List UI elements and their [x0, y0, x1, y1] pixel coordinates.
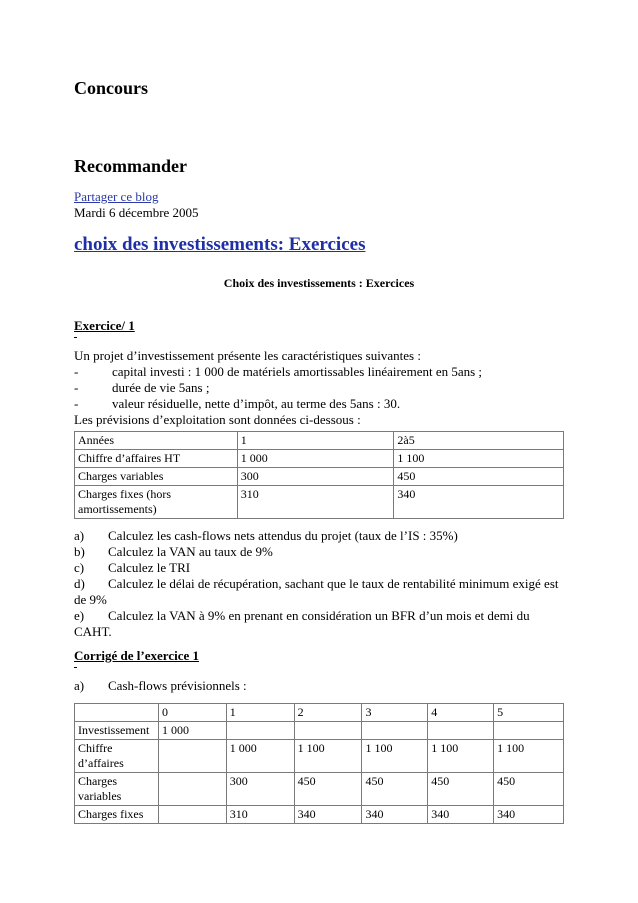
forecast-intro: Les prévisions d’exploitation sont données ci-dessous : — [74, 412, 361, 427]
bullet-item: - durée de vie 5ans ; — [74, 380, 210, 395]
question-item: a) Calculez les cash-flows nets attendus du projet (taux de l’IS : 35%) — [74, 528, 458, 543]
correction1-item: a) Cash-flows prévisionnels : — [74, 678, 247, 693]
question-item: d) Calculez le délai de récupération, sachant que le taux de rentabilité minimum exigé est de 9% — [74, 576, 559, 607]
share-blog-link[interactable]: Partager ce blog — [74, 189, 159, 204]
table-row: Charges fixes (hors amortissements) 310 340 — [75, 486, 564, 519]
bullet-item: - valeur résiduelle, nette d’impôt, au terme des 5ans : 30. — [74, 396, 401, 411]
table-row: Investissement 1 000 — [75, 722, 564, 740]
table-row: Chiffre d’affaires HT 1 000 1 100 — [75, 450, 564, 468]
question-item: b) Calculez la VAN au taux de 9% — [74, 544, 273, 559]
question-item: c) Calculez le TRI — [74, 560, 191, 575]
post-subtitle: Choix des investissements : Exercices — [223, 276, 415, 290]
exercise1-intro: Un projet d’investissement présente les caractéristiques suivantes : — [74, 348, 421, 363]
correction1-heading: Corrigé de l’exercice 1 — [74, 648, 199, 663]
forecast-table — [74, 431, 564, 519]
post-title-link[interactable]: choix des investissements: Exercices — [74, 234, 366, 255]
cashflow-table — [74, 703, 564, 824]
heading-recommander: Recommander — [74, 156, 187, 176]
post-date: Mardi 6 décembre 2005 — [74, 205, 199, 220]
table-row: Années 1 2à5 — [75, 432, 564, 450]
table-row: Charges variables 300 450 — [75, 468, 564, 486]
table-row: Charges variables 300 450 450 450 450 — [75, 773, 564, 806]
table-row: Charges fixes 310 340 340 340 340 — [75, 806, 564, 824]
exercise1-questions — [74, 528, 566, 640]
heading-concours: Concours — [74, 78, 149, 98]
table-row: Chiffre d’affaires 1 000 1 100 1 100 1 100 1 100 — [75, 740, 564, 773]
small-dash — [74, 666, 77, 668]
table-header-row: 0 1 2 3 4 5 — [75, 704, 564, 722]
question-item: e) Calculez la VAN à 9% en prenant en considération un BFR d’un mois et demi du CAHT. — [74, 608, 530, 639]
small-dash — [74, 336, 77, 338]
bullet-item: - capital investi : 1 000 de matériels amortissables linéairement en 5ans ; — [74, 364, 483, 379]
exercise1-text — [74, 348, 574, 428]
exercise1-heading: Exercice/ 1 — [74, 318, 135, 333]
